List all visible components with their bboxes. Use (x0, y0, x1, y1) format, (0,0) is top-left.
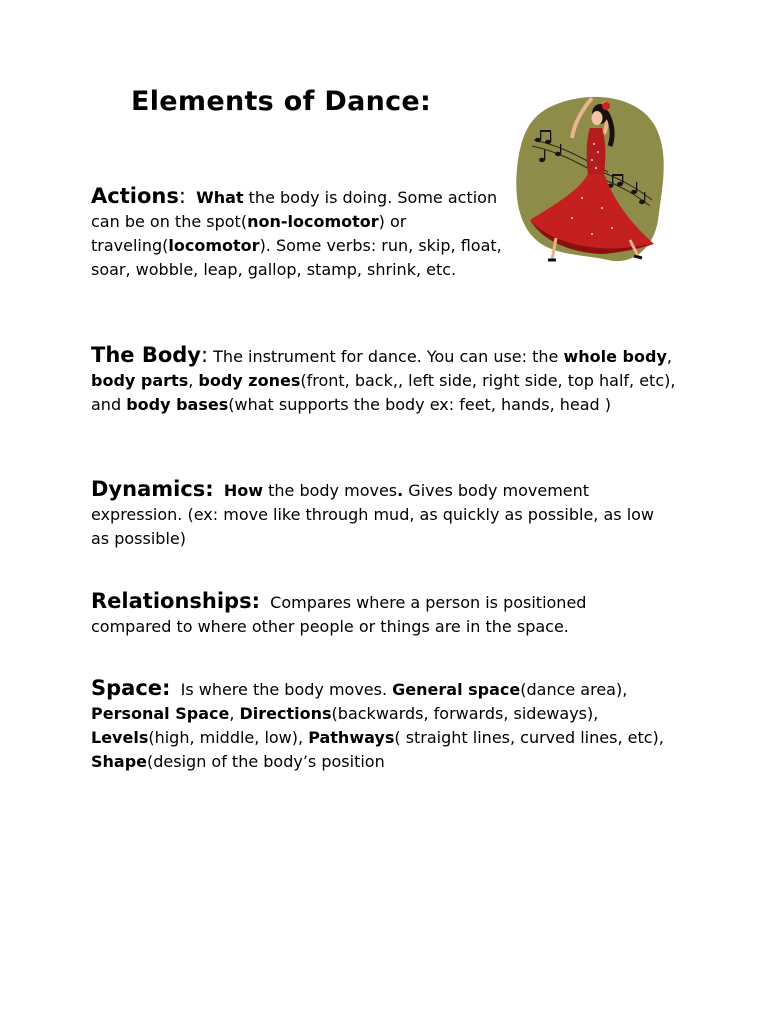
space-text-7: (backwards, forwards, sideways), (331, 704, 599, 723)
section-actions (91, 184, 511, 282)
actions-text-1: What (196, 188, 244, 207)
space-text-13: (design of the body’s position (147, 752, 385, 771)
relationships-heading: Relationships: (91, 589, 260, 613)
dancer-illustration (512, 88, 670, 270)
actions-text-4: ) or traveling( (91, 212, 407, 255)
body-heading: The Body (91, 343, 201, 367)
body-text-5: , (188, 371, 199, 390)
space-text-1: Is where the body moves. (180, 680, 393, 699)
page-title: Elements of Dance: (131, 86, 432, 117)
space-text-10: Pathways (308, 728, 395, 747)
dynamics-text-2: the body moves (263, 481, 398, 500)
body-text-4: body parts (91, 371, 189, 390)
actions-heading: Actions (91, 184, 179, 208)
space-text-2: General space (392, 680, 521, 699)
dynamics-text-1: How (223, 481, 264, 500)
body-text-2: whole body (563, 347, 667, 366)
space-text-3: (dance area), (520, 680, 628, 699)
space-text-12: Shape (91, 752, 148, 771)
section-relationships (91, 589, 661, 639)
dynamics-text-3: . (397, 481, 404, 500)
space-text-9: (high, middle, low), (148, 728, 309, 747)
space-text-6: Directions (239, 704, 332, 723)
body-text-6: body zones (198, 371, 301, 390)
section-space (91, 676, 671, 774)
space-text-11: ( straight lines, curved lines, etc), (394, 728, 664, 747)
actions-text-6: ). Some verbs: run, skip, float, soar, wobble, leap, gallop, stamp, shrink, etc. (91, 236, 502, 279)
actions-text-3: non-locomotor (247, 212, 379, 231)
body-text-8: body bases (126, 395, 229, 414)
section-body (91, 343, 691, 417)
actions-text-5: locomotor (168, 236, 260, 255)
space-text-4: Personal Space (91, 704, 230, 723)
dynamics-heading: Dynamics: (91, 477, 214, 501)
relationships-text-1: Compares where a person is positioned compared to where other people or things are in the space. (91, 593, 587, 636)
space-text-5: , (229, 704, 240, 723)
actions-text-2: the body is doing. Some action can be on the spot( (91, 188, 498, 231)
body-text-9: (what supports the body ex: feet, hands, head ) (228, 395, 612, 414)
dynamics-text-4: Gives body movement expression. (ex: move like through mud, as quickly as possible, as low as possible) (91, 481, 655, 548)
body-text-1: The instrument for dance. You can use: the (208, 347, 564, 366)
space-heading: Space: (91, 676, 171, 700)
body-text-3: , (666, 347, 672, 366)
body-colon: : (200, 343, 209, 367)
section-dynamics (91, 477, 671, 551)
actions-colon: : (178, 184, 186, 208)
body-text-7: (front, back,, left side, right side, top half, etc), and (91, 371, 676, 414)
space-text-8: Levels (91, 728, 149, 747)
